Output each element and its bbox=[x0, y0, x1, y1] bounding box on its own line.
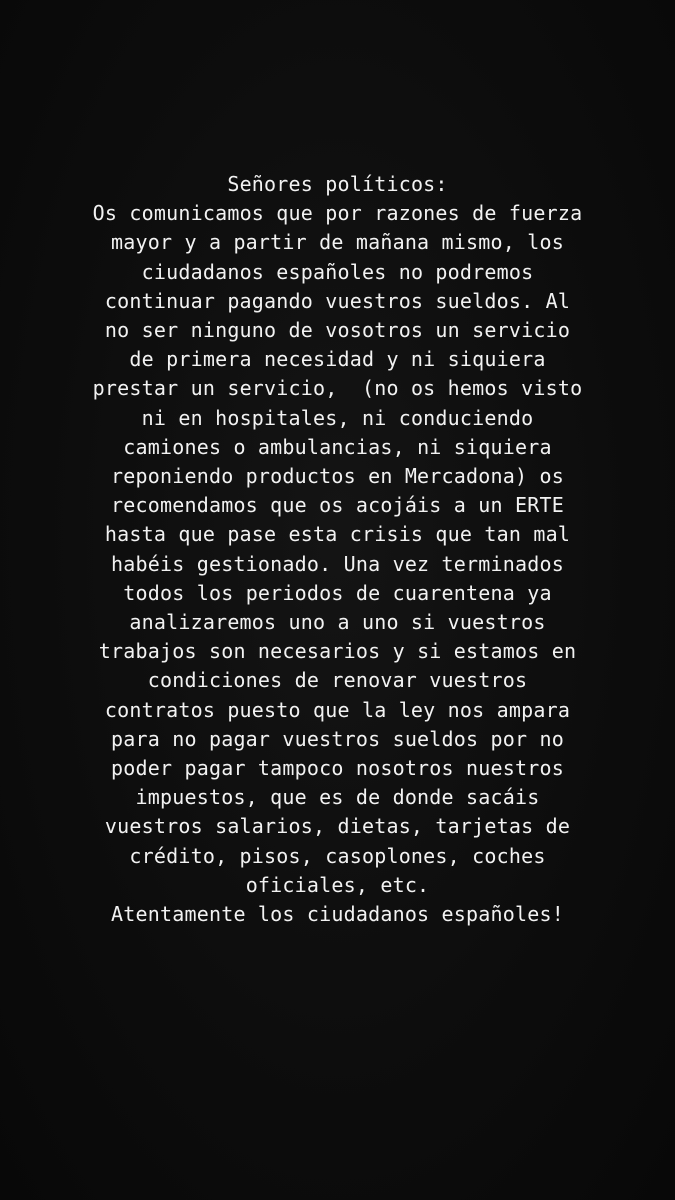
text-line: ni en hospitales, ni conduciendo bbox=[141, 405, 534, 430]
text-line: camiones o ambulancias, ni siquiera bbox=[123, 434, 552, 459]
text-line: reponiendo productos en Mercadona) os bbox=[111, 464, 564, 489]
text-line: recomendamos que os acojáis a un ERTE bbox=[111, 493, 564, 518]
text-line: habéis gestionado. Una vez terminados bbox=[111, 551, 564, 576]
text-line: oficiales, etc. bbox=[245, 872, 430, 897]
signature-line: Atentamente los ciudadanos españoles! bbox=[111, 902, 564, 927]
story-text bbox=[0, 170, 675, 929]
text-line: de primera necesidad y ni siquiera bbox=[129, 347, 546, 372]
text-line: todos los periodos de cuarentena ya bbox=[123, 580, 552, 605]
text-line: crédito, pisos, casoplones, coches bbox=[129, 843, 546, 868]
text-line: condiciones de renovar vuestros bbox=[147, 668, 528, 693]
text-line: ciudadanos españoles no podremos bbox=[141, 259, 534, 284]
text-line: Os comunicamos que por razones de fuerza bbox=[92, 201, 583, 226]
text-line: impuestos, que es de donde sacáis bbox=[135, 785, 540, 810]
text-line: para no pagar vuestros sueldos por no bbox=[111, 726, 564, 751]
text-line: mayor y a partir de mañana mismo, los bbox=[111, 230, 564, 255]
text-line: no ser ninguno de vosotros un servicio bbox=[104, 318, 571, 343]
greeting-line: Señores políticos: bbox=[227, 172, 448, 196]
text-line: contratos puesto que la ley nos ampara bbox=[104, 697, 571, 722]
text-line: trabajos son necesarios y si estamos en bbox=[98, 639, 577, 664]
text-line: analizaremos uno a uno si vuestros bbox=[129, 610, 546, 635]
text-line: continuar pagando vuestros sueldos. Al bbox=[104, 288, 571, 313]
text-line: prestar un servicio, (no os hemos visto bbox=[92, 376, 583, 401]
text-line: poder pagar tampoco nosotros nuestros bbox=[111, 756, 564, 781]
text-line: vuestros salarios, dietas, tarjetas de bbox=[104, 814, 571, 839]
text-line: hasta que pase esta crisis que tan mal bbox=[104, 522, 571, 547]
